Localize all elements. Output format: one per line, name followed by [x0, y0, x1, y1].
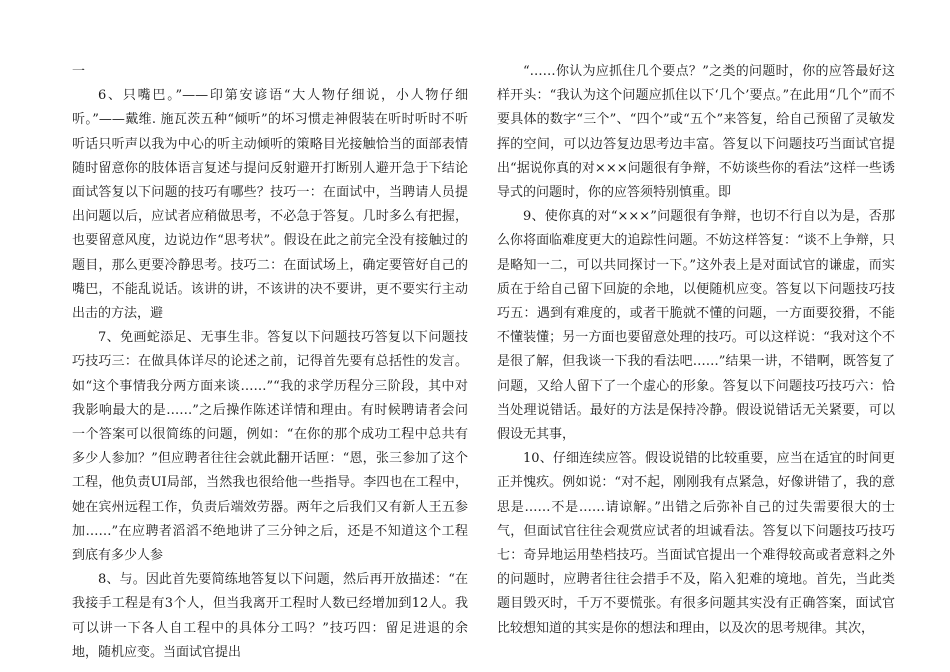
paragraph-9: 9、使你真的对“×××”问题很有争辩，也切不行自以为是，否那么你将面临难度更大的追踪性问题。不妨这样答复：“谈不上争辩，只是略知一二，可以共同探讨一下。”这外表上是对面试官的谦虚，而实质在于给自己留下回旋的余地，以便随机应变。答复以下问题技巧技巧五：遇到有难度的，或者干脆就不懂的问题，一方面要狡猾，不能不懂装懂；另一方面也要留意处理的技巧。可以这样说：“我对这个不是很了解，但我谈一下我的看法吧……”结果一讲，不错啊，既答复了问题，又给人留下了一个虚心的形象。答复以下问题技巧技巧六：恰当处理说错话。最好的方法是保持冷静。假设说错话无关紧要，可以假设无其事， — [497, 209, 895, 443]
left-text-column — [72, 60, 468, 665]
paragraph-7: 7、免画蛇添足、无事生非。答复以下问题技巧答复以下问题技巧技巧三：在做具体详尽的论述之前，记得首先要有总括性的发言。如“这个事情我分两方面来谈……”“我的求学历程分三阶段，其中对我影响最大的是……”之后操作陈述详情和理由。有时候聘请者会问一个答案可以很简练的问题，例如：“在你的那个成功工程中总共有多少人参加？”但应聘者往往会就此翻开话匣：“恩，张三参加了这个工程，他负责UI局部，当然我也很给他一些指导。李四也在工程中，她在宾州远程工作，负责后端效劳器。两年之后我们又有新人王五参加……”在应聘者滔滔不绝地讲了三分钟之后，还是不知道这个工程到底有多少人参 — [72, 330, 468, 564]
paragraph-8-continued: “……你认为应抓住几个要点？”之类的问题时，你的应答最好这样开头：“我认为这个问题应抓住以下‘几个’要点。”在此用“几个”而不要具体的数字“三个”、“四个”或“五个”来答复，给自己预留了灵敏发挥的空间，可以边答复边思考边丰富。答复以下问题技巧当面试官提出“据说你真的对×××问题很有争辩，不妨谈些你的看法”这样一些诱导式的问题时，你的应答须特别慎重。即 — [497, 64, 895, 201]
paragraph-continuation: 一 — [72, 64, 86, 79]
right-text-column — [497, 60, 895, 641]
paragraph-6: 6、只嘴巴。”——印第安谚语“大人物仔细说，小人物仔细听。”——戴维. 施瓦茨五种“倾听”的坏习惯走神假装在听时听时不听听话只听声以我为中心的听主动倾听的策略目光接触恰当的面部表情随时留意你的肢体语言复述与提问反射避开打断别人避开急于下结论面试答复以下问题的技巧有哪些？技巧一：在面试中，当聘请人员提出问题以后，应试者应稍做思考，不必急于答复。几时多么有把握，也要留意风度，边说边作“思考状”。假设在此之前完全没有接触过的题目，那么更要冷静思考。技巧二：在面试场上，确定要管好自己的嘴巴，不能乱说话。该讲的讲，不该讲的决不要讲，更不要实行主动出击的方法，避 — [72, 88, 468, 322]
paragraph-10: 10、仔细连续应答。假设说错的比较重要，应当在适宜的时间更正并愧疚。例如说：“对不起，刚刚我有点紧急，好像讲错了，我的意思是……不是……请谅解。”出错之后弥补自己的过失需要很大的士气，但面试官往往会观赏应试者的坦诚看法。答复以下问题技巧技巧七：奇异地运用垫档技巧。当面试官提出一个难得较高或者意料之外的问题时，应聘者往往会措手不及，陷入犯难的境地。首先，当此类题目毁灭时，千万不要慌张。有很多问题其实没有正确答案，面试官比较想知道的其实是你的想法和理由，以及次的思考规律。其次， — [497, 451, 895, 636]
paragraph-8: 8、与。因此首先要简练地答复以下问题，然后再开放描述：“在我接手工程是有3个人，但当我离开工程时人数已经增加到12人。我可以讲一下各人自工程中的具体分工吗？”技巧四：留足进退的余地，随机应变。当面试官提出 — [72, 572, 468, 660]
